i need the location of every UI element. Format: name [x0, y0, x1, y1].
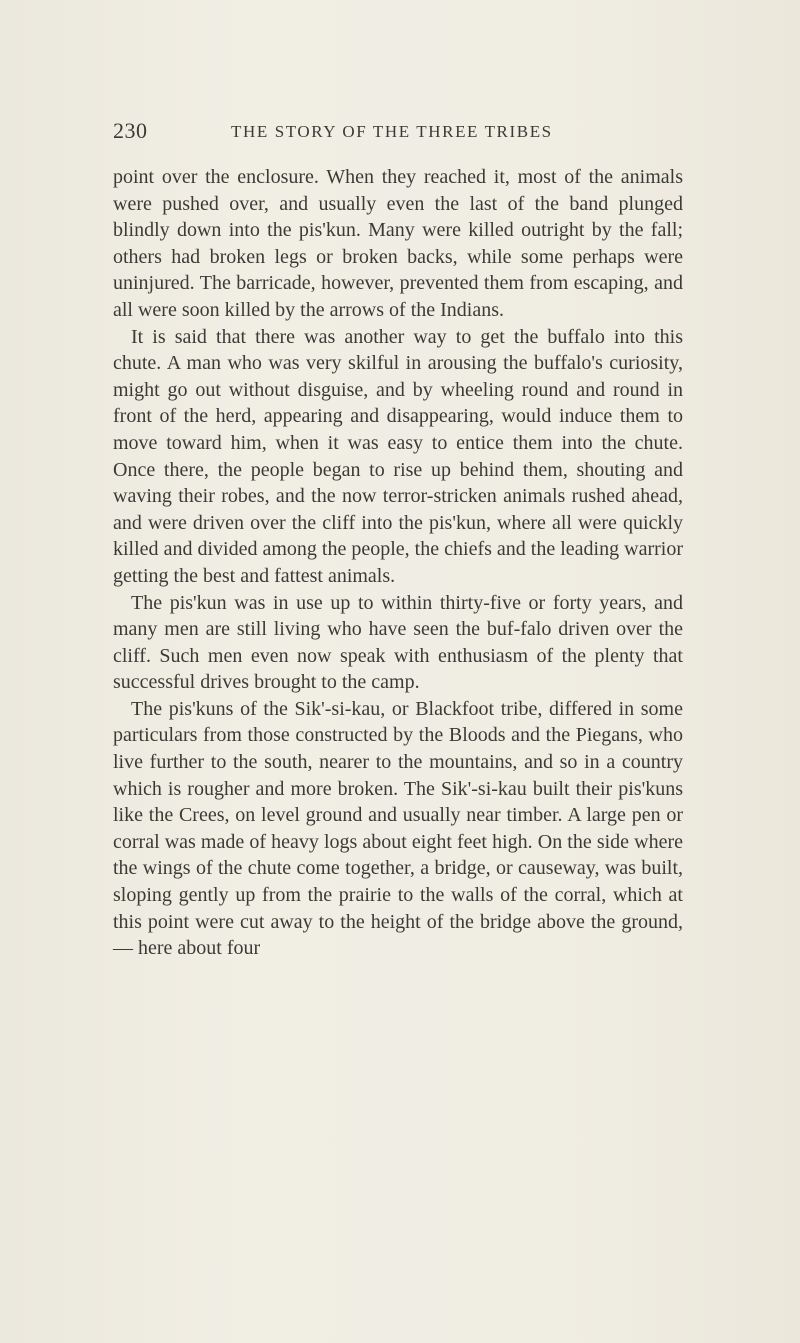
- running-head: THE STORY OF THE THREE TRIBES: [231, 122, 553, 141]
- paragraph-3: The pis'kun was in use up to within thirty-five or forty years, and many men are still living who have seen the buf-falo driven over the cliff. Such men even now speak with enthusiasm of the plenty that successful drives brought to the camp.: [113, 591, 683, 694]
- page-number: 230: [113, 118, 148, 143]
- paragraph-2: It is said that there was another way to get the buffalo into this chute. A man who was very skilful in arousing the buffalo's curiosity, might go out without disguise, and by wheeling round and round in front of the herd, appearing and disappearing, would induce them to move toward him, when it was easy to entice them into the chute. Once there, the people began to rise up behind them, shouting and waving their robes, and the now terror-stricken animals rushed ahead, and were driven over the cliff into the pis'kun, where all were quickly killed and divided among the people, the chiefs and the leading warrior getting the best and fattest animals.: [113, 325, 683, 587]
- paragraph-1: point over the enclosure. When they reached it, most of the animals were pushed over, and usually even the last of the band plunged blindly down into the pis'kun. Many were killed outright by the fall; others had broken legs or broken backs, while some perhaps were uninjured. The barricade, however, prevented them from escaping, and all were soon killed by the arrows of the Indians.: [113, 166, 683, 321]
- page-header: [113, 118, 693, 148]
- paragraph-4: The pis'kuns of the Sik'-si-kau, or Blackfoot tribe, differed in some particulars from those constructed by the Bloods and the Piegans, who live further to the south, nearer to the mountains, and so in a country which is rougher and more broken. The Sik'-si-kau built their pis'kuns like the Crees, on level ground and usually near timber. A large pen or corral was made of heavy logs about eight feet high. On the side where the wings of the chute come together, a bridge, or causeway, was built, sloping gently up from the prairie to the walls of the corral, which at this point were cut away to the height of the bridge above the ground, — here about four: [113, 697, 683, 960]
- body-text: [113, 164, 683, 962]
